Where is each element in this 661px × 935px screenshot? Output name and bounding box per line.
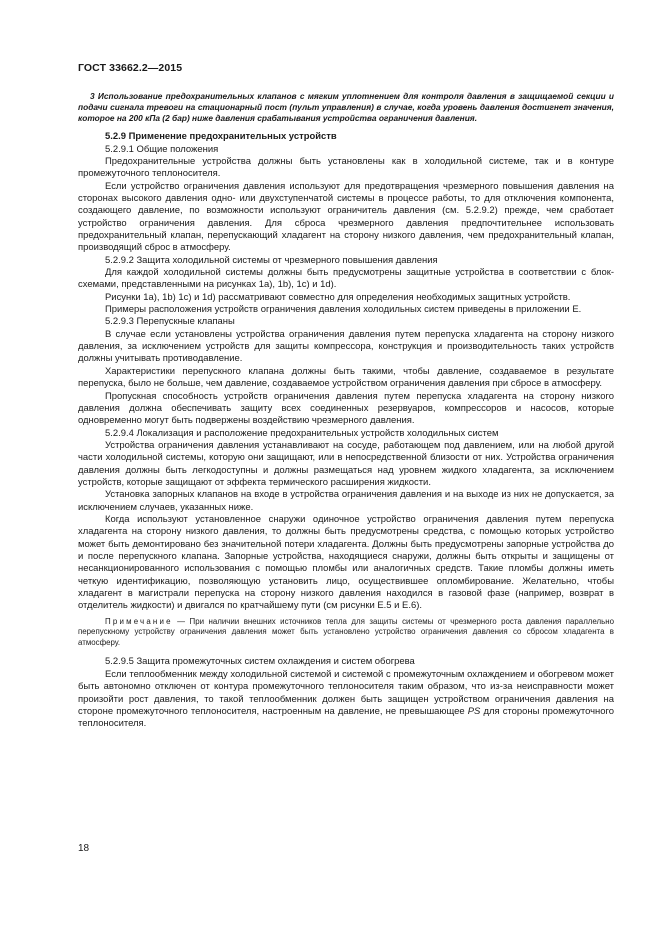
paragraph-12 [78,669,614,731]
note-3: 3 Использование предохранительных клапанов с мягким уплотнением для контроля давления в защищаемой секции и подачи сигнала тревоги на стационарный пост (пульт управления) в случае, когда уровень давления достигнет значения, которое на 200 кПа (2 бар) ниже давления срабатывания устройства ограничения давления. [78,91,614,124]
page-body [78,91,614,731]
paragraph-12-start: Если теплообменник между холодильной системой и системой с промежуточным охлаждением и обогревом может быть автономно отключен от контура промежуточного теплоносителя таким образом, что из-за неисправности может произойти рост давления, то такой теплообменник должен быть защищен устройством ограничения давления на стороне промежуточного теплоносителя, настроенным на давление, не превышающее [78,668,614,717]
paragraph-2: Если устройство ограничения давления используют для предотвращения чрезмерного повышения давления на сторонах высокого давления одно- или двухступенчатой системы в процессе работы, то для отключения компонента, создающего давление, по возможности используют ограничитель давления (см. 5.2.9.2) прежде, чем сработает устройство ограничения давления. Для сброса чрезмерного давления предпочтительнее использовать предохранительный клапан, перепускающий хладагент на сторону низкого давления, чем предохранительный клапан, производящий сброс в атмосферу. [78,180,614,254]
section-5-2-9-1-title: 5.2.9.1 Общие положения [105,143,219,155]
page-header-standard: ГОСТ 33662.2—2015 [78,62,183,74]
note-label: Примечание [105,616,173,626]
note-paragraph [78,617,614,649]
page-number: 18 [78,843,90,854]
paragraph-11: Когда используют установленное снаружи одиночное устройство ограничения давления путем перепуска хладагента на сторону низкого давления, то должны быть предусмотрены средства, с помощью которых устройство может быть демонтировано без значительной потери хладагента. Должны быть предусмотрены запорные устройства до и после перепускного клапана. Запорные устройства, находящиеся снаружи, должны быть открыты и защищены от несанкционированного использования с помощью пломбы или аналогичных средств. Такие пломбы должны иметь четкую идентификацию, позволяющую установить лицо, осуществившее опломбирование. Желательно, чтобы хладагент в магистрали перепуска на сторону низкого давления находился в газовой фазе (например, возврат в отделитель жидкости) и двигался по кратчайшему пути (см рисунки Е.5 и Е.6). [78,513,614,612]
paragraph-8: Пропускная способность устройств ограничения давления путем перепуска хладагента на сторону низкого давления должна обеспечивать защиту всех соединенных резервуаров, компрессоров и насосов, которые одновременно могут быть подвержены воздействию чрезмерного давления. [78,390,614,427]
ps-term: PS [467,705,481,717]
paragraph-5: Примеры расположения устройств ограничения давления холодильных систем приведены в приложении Е. [105,304,582,316]
paragraph-4: Рисунки 1а), 1b) 1c) и 1d) рассматривают совместно для определения необходимых защитных устройств. [105,291,571,303]
paragraph-10: Установка запорных клапанов на входе в устройства ограничения давления и на выходе из них не допускается, за исключением случаев, указанных ниже. [78,489,614,513]
section-5-2-9-2-title: 5.2.9.2 Защита холодильной системы от чрезмерного повышения давления [105,254,438,266]
paragraph-12-end: для стороны промежуточного теплоносителя. [78,705,614,730]
note-text: — При наличии внешних источников тепла для защиты системы от чрезмерного роста давления параллельно перепускному устройству ограничения давления может быть установлено устройство ограничения давления со сбросом хладагента в атмосферу. [78,616,614,647]
paragraph-6: В случае если установлены устройства ограничения давления путем перепуска хладагента на сторону низкого давления, за исключением устройств для защиты компрессора, конструкция и производительность таких устройств должны учитывать противодавление. [78,328,614,365]
section-5-2-9-3-title: 5.2.9.3 Перепускные клапаны [105,316,235,328]
paragraph-9: Устройства ограничения давления устанавливают на сосуде, работающем под давлением, или на любой другой части холодильной системы, которую они защищают, или в непосредственной близости от них. Устройства ограничения давления должны быть легкодоступны и должны размещаться над уровнем жидкого хладагента, за исключением устройств, которые защищают от эффекта термического расширения жидкости. [78,439,614,488]
section-5-2-9-title: 5.2.9 Применение предохранительных устройств [105,131,337,143]
paragraph-1: Предохранительные устройства должны быть установлены как в холодильной системе, так и в контуре промежуточного теплоносителя. [78,155,614,180]
section-5-2-9-5-title: 5.2.9.5 Защита промежуточных систем охлаждения и систем обогрева [105,656,415,668]
paragraph-7: Характеристики перепускного клапана должны быть такими, чтобы давление, создаваемое в результате перепуска, было не больше, чем давление, создаваемое устройством ограничения давления при сбросе в атмосферу. [78,365,614,390]
section-5-2-9-4-title: 5.2.9.4 Локализация и расположение предохранительных устройств холодильных систем [105,427,499,439]
paragraph-3: Для каждой холодильной системы должны быть предусмотрены защитные устройства в соответствии с блок-схемами, представленными на рисунках 1а), 1b), 1c) и 1d). [78,267,614,291]
